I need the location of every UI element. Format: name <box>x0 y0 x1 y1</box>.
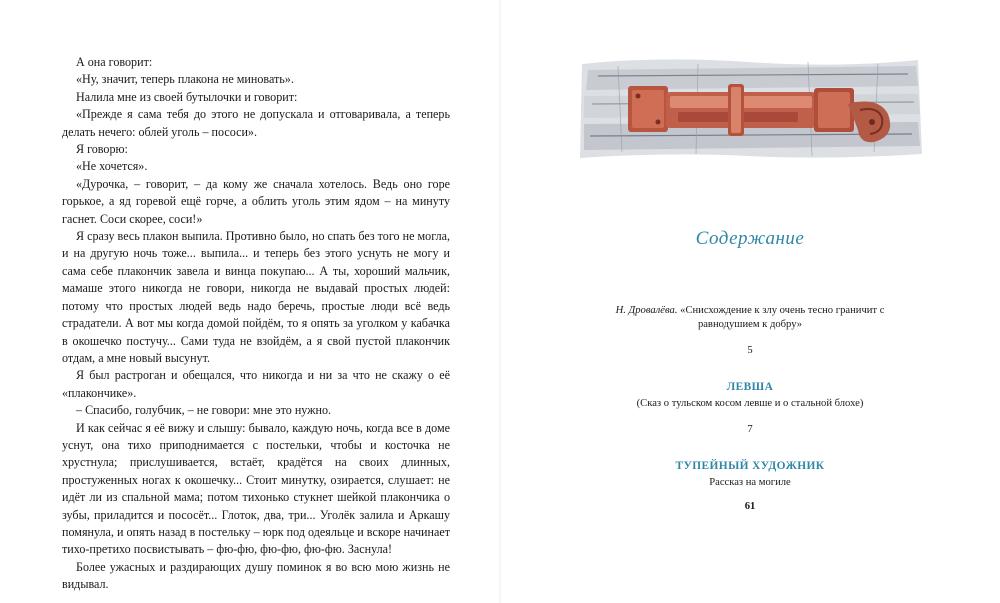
toc-heading: ТУПЕЙНЫЙ ХУДОЖНИК <box>675 460 825 472</box>
toc-page-number: 61 <box>744 501 756 512</box>
paragraph: – Спасибо, голубчик, – не говори: мне это нужно. <box>76 403 332 418</box>
paragraph: И как сейчас я её вижу и слышу: бывало, каждую ночь, когда все в доме уснут, она тихо приподнимается с постельки, чтобы и косточка не хрустнула; прислушивается, встаёт, крадётся на своих длинных, простуженных ногах к окошечку... Стоит минутку, озирается, слушает: не идёт ли из спальной мама; потом тихонько стукнет шейкой плакончика о зубы, приладится и пососёт... Глоток, два, три... Уголёк залила и Аркашу помянула, и опять назад в постельку – юрк под одеяльце и вскоре начинает тихо-претихо посвистывать – фю-фю, фю-фю, фю-фю. Заснула! <box>62 420 450 557</box>
paragraph: «Не хочется». <box>76 159 148 174</box>
table-of-contents <box>600 304 900 514</box>
paragraph: А она говорит: <box>76 55 153 69</box>
toc-subtitle: (Сказ о тульском косом левше и о стальной блохе) <box>636 398 864 409</box>
toc-entry-title: «Снисхождение к злу очень тесно граничит с равнодушием к добру» <box>680 305 885 330</box>
toc-page-number: 7 <box>747 424 753 435</box>
toc-page-number: 5 <box>747 345 753 356</box>
toc-author: Н. Дровалёва. <box>615 305 678 316</box>
toc-subtitle: Рассказ на могиле <box>709 477 791 488</box>
paragraph: Я сразу весь плакон выпила. Противно было, но спать без того не могла, и на другую ночь тоже... выпила... и теперь без этого уснуть не могу и сама себе плакончик завела и винца покупаю... А ты, хороший мальчик, мамаше этого никогда не говори, никогда не выдавай простых людей: потому что простых людей ведь надо беречь, простые люди всё ведь страдатели. А вот мы когда домой пойдём, то я опять за уголком у кабачка в окошечко постучу... Сами туда не взойдём, а я свой пустой плакончик отдам, а мне новый высунут. <box>62 229 450 365</box>
door-latch-illustration <box>578 56 924 161</box>
toc-entry[interactable] <box>600 459 900 514</box>
paragraph: Я был растроган и обещался, что никогда и ни за что не скажу о её «плакончике». <box>62 368 450 400</box>
paragraph: «Ну, значит, теперь плакона не миновать». <box>76 72 294 87</box>
paragraph: Налила мне из своей бутылочки и говорит: <box>76 89 298 104</box>
right-page <box>500 0 1000 603</box>
paragraph: Я говорю: <box>76 142 128 157</box>
toc-heading: ЛЕВША <box>726 381 774 393</box>
paragraph: «Прежде я сама тебя до этого не допускала и отговаривала, а теперь делать нечего: облей уголь – пососи». <box>62 107 450 139</box>
story-text <box>62 54 450 594</box>
toc-title: Содержание <box>695 228 805 249</box>
paragraph: «Дурочка, – говорит, – да кому же сначала хотелось. Ведь оно горе горькое, а яд горевой ещё горче, а облить уголь этим ядом – на минуту гаснет. Соси скорее, соси!» <box>62 176 450 226</box>
toc-entry[interactable] <box>600 304 900 358</box>
toc-entry[interactable] <box>600 380 900 437</box>
paragraph: Более ужасных и раздирающих душу поминок я во всю мою жизнь не видывал. <box>62 559 450 592</box>
